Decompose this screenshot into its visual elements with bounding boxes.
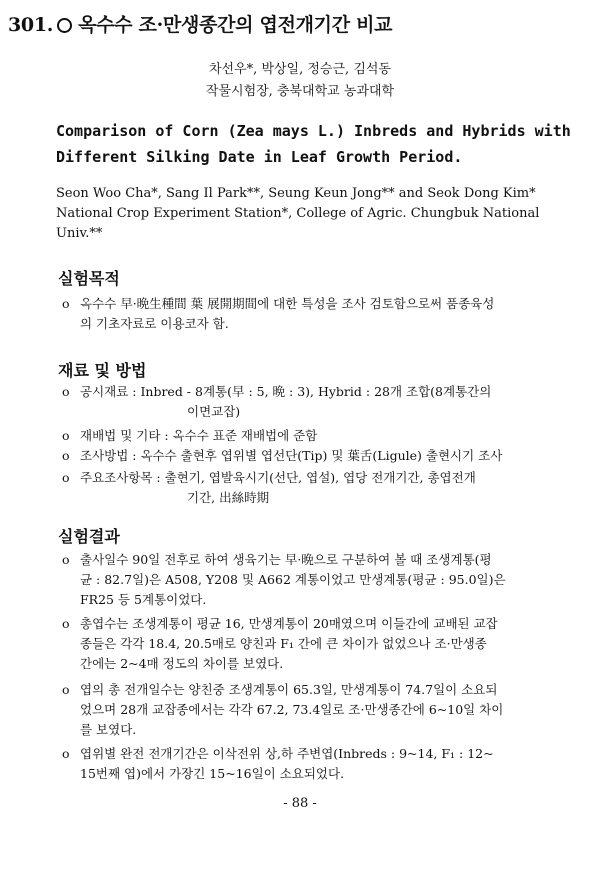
results-item-2 bbox=[62, 614, 562, 674]
purpose-item-1-line-2: 의 기초자료로 이용코자 함. bbox=[80, 316, 229, 331]
english-affiliation-line-2: Univ.** bbox=[56, 226, 103, 241]
materials-item-4 bbox=[62, 468, 562, 508]
results-item-4-line-1: 엽위별 완전 전개기간은 이삭전위 상,하 주변엽(Inbreds : 9~14, F₁ : 12~ bbox=[80, 746, 494, 761]
authors-korean: 차선우*, 박상일, 정승근, 김석동 bbox=[209, 62, 391, 77]
bullet-icon: o bbox=[62, 616, 70, 631]
purpose-item-1-line-1: 옥수수 早·晩生種間 葉 展開期間에 대한 특성을 조사 검토함으로써 품종육성 bbox=[80, 296, 495, 311]
section-heading-purpose: 실험목적 bbox=[58, 269, 120, 288]
results-item-1-line-2: 균 : 82.7일)은 A508, Y208 및 A662 계통이었고 만생계통(평균 : 95.0일)은 bbox=[80, 572, 506, 587]
materials-item-1-line-1: 공시재료 : Inbred - 8계통(早 : 5, 晩 : 3), Hybrid : 28개 조합(8계통간의 bbox=[80, 384, 492, 399]
bullet-icon: o bbox=[62, 296, 70, 311]
english-title-line-1: Comparison of Corn (Zea mays L.) Inbreds and Hybrids with bbox=[56, 122, 571, 140]
english-title bbox=[56, 118, 576, 170]
english-authors bbox=[56, 184, 576, 244]
materials-item-4-line-2: 기간, 出絲時期 bbox=[187, 490, 270, 505]
results-item-3-line-2: 었으며 28개 교잡종에서는 각각 67.2, 73.4일로 조·만생종간에 6~10일 차이 bbox=[80, 702, 504, 717]
materials-item-4-line-1: 주요조사항목 : 출현기, 엽발육시기(선단, 엽설), 엽당 전개기간, 총엽전개 bbox=[80, 470, 476, 485]
english-authors-line-1: Seon Woo Cha*, Sang Il Park**, Seung Keun Jong** and Seok Dong Kim* bbox=[56, 186, 536, 201]
materials-item-1-line-2: 이면교잡) bbox=[187, 404, 241, 419]
abstract-number: 301. bbox=[8, 14, 54, 36]
bullet-icon: o bbox=[62, 448, 70, 463]
results-item-1-line-3: FR25 등 5계통이었다. bbox=[80, 592, 207, 607]
materials-item-1 bbox=[62, 382, 562, 422]
results-item-2-line-2: 종들은 각각 18.4, 20.5매로 양친과 F₁ 간에 큰 차이가 없었으나 조·만생종 bbox=[80, 636, 487, 651]
materials-item-3 bbox=[62, 446, 562, 466]
results-item-3 bbox=[62, 680, 562, 740]
section-heading-materials: 재료 및 방법 bbox=[58, 361, 147, 380]
results-item-2-line-3: 간에는 2~4매 정도의 차이를 보였다. bbox=[80, 656, 284, 671]
results-item-4-line-2: 15번째 엽)에서 가장긴 15~16일이 소요되었다. bbox=[80, 766, 345, 781]
bullet-icon: o bbox=[62, 384, 70, 399]
results-item-4 bbox=[62, 744, 562, 784]
bullet-icon: o bbox=[62, 552, 70, 567]
results-item-1 bbox=[62, 550, 562, 610]
materials-item-2 bbox=[62, 426, 562, 446]
english-affiliation-line-1: National Crop Experiment Station*, College of Agric. Chungbuk National bbox=[56, 206, 540, 221]
abstract-title bbox=[8, 10, 392, 37]
bullet-icon: o bbox=[62, 470, 70, 485]
bullet-icon: o bbox=[62, 746, 70, 761]
materials-item-3-line-1: 조사방법 : 옥수수 출현후 엽위별 엽선단(Tip) 및 葉舌(Ligule) 출현시기 조사 bbox=[80, 448, 503, 463]
results-item-2-line-1: 총엽수는 조생계통이 평균 16, 만생계통이 20매였으며 이들간에 교배된 교잡 bbox=[80, 616, 498, 631]
abstract-title-text: 옥수수 조·만생종간의 엽전개기간 비교 bbox=[78, 14, 393, 36]
results-item-3-line-1: 엽의 총 전개일수는 양친중 조생계통이 65.3일, 만생계통이 74.7일이 소요되 bbox=[80, 682, 498, 697]
affiliation-korean: 작물시험장, 충북대학교 농과대학 bbox=[205, 84, 395, 99]
circle-mark-icon bbox=[57, 18, 72, 33]
results-item-1-line-1: 출사일수 90일 전후로 하여 생육기는 早·晩으로 구분하여 볼 때 조생계통(평 bbox=[80, 552, 492, 567]
results-item-3-line-3: 를 보였다. bbox=[80, 722, 137, 737]
bullet-icon: o bbox=[62, 682, 70, 697]
page-number: - 88 - bbox=[283, 796, 317, 811]
english-title-line-2: Different Silking Date in Leaf Growth Period. bbox=[56, 148, 463, 166]
materials-item-2-line-1: 재배법 및 기타 : 옥수수 표준 재배법에 준함 bbox=[80, 428, 318, 443]
bullet-icon: o bbox=[62, 428, 70, 443]
purpose-item-1 bbox=[62, 294, 562, 334]
section-heading-results: 실험결과 bbox=[58, 527, 120, 546]
